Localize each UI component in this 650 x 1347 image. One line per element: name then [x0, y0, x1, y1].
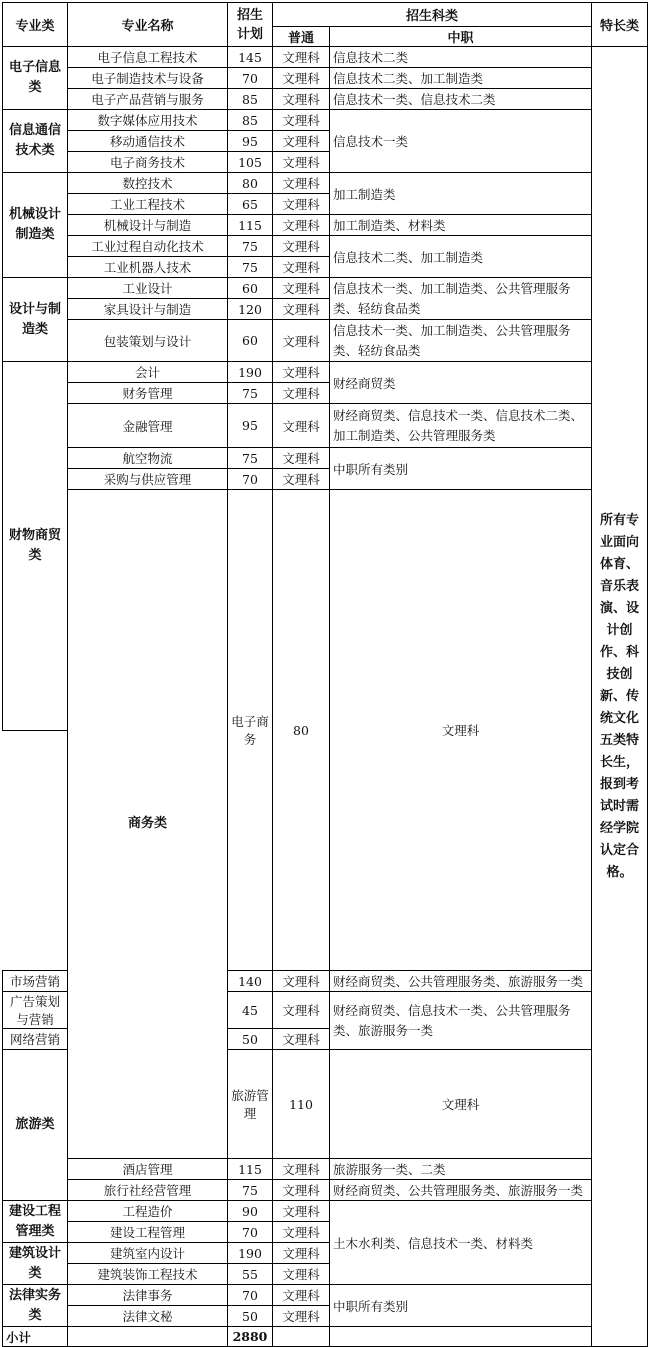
major-name: 数控技术 [68, 173, 228, 194]
total-label: 小计 [3, 1327, 68, 1347]
major-plan: 45 [228, 992, 273, 1029]
header-plan-line2: 计划 [236, 26, 263, 42]
major-name: 机械设计与制造 [68, 215, 228, 236]
major-plan: 75 [228, 236, 273, 257]
major-plan: 60 [228, 320, 273, 362]
vocational-cell: 信息技术二类、加工制造类 [330, 236, 592, 278]
major-plan: 60 [228, 278, 273, 299]
major-general: 文理科 [273, 152, 330, 173]
total-value: 2880 [228, 1327, 273, 1347]
total-empty [330, 1327, 592, 1347]
major-name: 家具设计与制造 [68, 299, 228, 320]
major-plan: 70 [228, 1285, 273, 1306]
major-plan: 110 [273, 1050, 330, 1159]
major-general: 文理科 [273, 1159, 330, 1180]
major-general: 文理科 [273, 131, 330, 152]
major-plan: 70 [228, 469, 273, 490]
major-plan: 140 [228, 971, 273, 992]
major-general: 文理科 [273, 362, 330, 383]
major-plan: 115 [228, 215, 273, 236]
major-general: 文理科 [273, 448, 330, 469]
major-name: 数字媒体应用技术 [68, 110, 228, 131]
major-plan: 65 [228, 194, 273, 215]
total-empty [273, 1327, 330, 1347]
major-general: 文理科 [273, 383, 330, 404]
major-name: 财务管理 [68, 383, 228, 404]
major-general: 文理科 [273, 299, 330, 320]
major-name: 移动通信技术 [68, 131, 228, 152]
major-general: 文理科 [273, 215, 330, 236]
major-general: 文理科 [273, 236, 330, 257]
major-general: 文理科 [273, 1264, 330, 1285]
major-plan: 190 [228, 1243, 273, 1264]
major-name: 广告策划与营销 [3, 992, 68, 1029]
header-major-name: 专业名称 [68, 3, 228, 47]
major-name: 建设工程管理 [68, 1222, 228, 1243]
major-plan: 50 [228, 1306, 273, 1327]
vocational-cell: 财经商贸类、信息技术一类、公共管理服务类、旅游服务一类 [330, 992, 592, 1050]
major-general: 文理科 [273, 68, 330, 89]
major-plan: 80 [228, 173, 273, 194]
vocational-cell: 中职所有类别 [330, 448, 592, 490]
major-name: 旅游管理 [228, 1050, 273, 1159]
major-name: 工业过程自动化技术 [68, 236, 228, 257]
category-cell: 建筑设计类 [3, 1243, 68, 1285]
major-general: 文理科 [273, 469, 330, 490]
major-name: 电子商务 [228, 490, 273, 971]
header-subject: 招生科类 [273, 3, 592, 27]
major-plan: 85 [228, 89, 273, 110]
vocational-cell: 信息技术一类、加工制造类、公共管理服务类、轻纺食品类 [330, 320, 592, 362]
major-general: 文理科 [273, 404, 330, 448]
vocational-cell: 信息技术二类 [330, 47, 592, 68]
major-plan: 85 [228, 110, 273, 131]
major-general: 文理科 [273, 320, 330, 362]
major-name: 工程造价 [68, 1201, 228, 1222]
major-name: 工业设计 [68, 278, 228, 299]
major-name: 电子商务技术 [68, 152, 228, 173]
major-name: 工业机器人技术 [68, 257, 228, 278]
vocational-cell: 财经商贸类、公共管理服务类、旅游服务一类 [330, 971, 592, 992]
major-general: 文理科 [273, 971, 330, 992]
category-cell: 机械设计制造类 [3, 173, 68, 278]
major-general: 文理科 [273, 1222, 330, 1243]
major-name: 电子制造技术与设备 [68, 68, 228, 89]
major-name: 电子产品营销与服务 [68, 89, 228, 110]
major-plan: 120 [228, 299, 273, 320]
major-name: 网络营销 [3, 1029, 68, 1050]
major-plan: 75 [228, 257, 273, 278]
major-plan: 190 [228, 362, 273, 383]
major-general: 文理科 [273, 1201, 330, 1222]
header-special: 特长类 [592, 3, 648, 47]
major-general: 文理科 [273, 110, 330, 131]
major-name: 金融管理 [68, 404, 228, 448]
category-cell: 电子信息类 [3, 47, 68, 110]
major-plan: 115 [228, 1159, 273, 1180]
category-cell: 商务类 [68, 490, 228, 1159]
major-general: 文理科 [273, 47, 330, 68]
major-name: 包装策划与设计 [68, 320, 228, 362]
major-name: 电子信息工程技术 [68, 47, 228, 68]
vocational-cell: 财经商贸类、信息技术一类、信息技术二类、加工制造类、公共管理服务类 [330, 404, 592, 448]
vocational-cell: 信息技术一类、加工制造类、公共管理服务类、轻纺食品类 [330, 278, 592, 320]
major-plan: 70 [228, 68, 273, 89]
vocational-cell: 旅游服务一类、二类 [330, 1159, 592, 1180]
header-plan-line1: 招生 [236, 7, 263, 23]
category-cell: 设计与制造类 [3, 278, 68, 362]
major-general: 文理科 [273, 1306, 330, 1327]
major-name: 采购与供应管理 [68, 469, 228, 490]
major-plan: 55 [228, 1264, 273, 1285]
major-plan: 75 [228, 448, 273, 469]
major-name: 建筑装饰工程技术 [68, 1264, 228, 1285]
major-general: 文理科 [273, 1180, 330, 1201]
major-plan: 75 [228, 1180, 273, 1201]
major-general: 文理科 [273, 278, 330, 299]
major-name: 市场营销 [3, 971, 68, 992]
major-name: 建筑室内设计 [68, 1243, 228, 1264]
major-plan: 80 [273, 490, 330, 971]
special-talent-note: 所有专业面向体育、音乐表演、设计创作、科技创新、传统文化五类特长生，报到考试时需经学院认定合格。 [592, 47, 648, 1347]
major-name: 法律文秘 [68, 1306, 228, 1327]
vocational-cell: 信息技术一类 [330, 110, 592, 173]
category-cell: 法律实务类 [3, 1285, 68, 1327]
major-plan: 50 [228, 1029, 273, 1050]
header-plan [228, 3, 273, 47]
total-empty [68, 1327, 228, 1347]
major-general: 文理科 [273, 1285, 330, 1306]
enrollment-plan-table [2, 2, 648, 1347]
major-general: 文理科 [273, 1029, 330, 1050]
major-general: 文理科 [273, 1243, 330, 1264]
major-name: 会计 [68, 362, 228, 383]
vocational-cell: 财经商贸类、公共管理服务类、旅游服务一类 [330, 1180, 592, 1201]
header-vocational: 中职 [330, 27, 592, 47]
major-name: 航空物流 [68, 448, 228, 469]
major-general: 文理科 [330, 1050, 592, 1159]
major-plan: 95 [228, 404, 273, 448]
vocational-cell: 信息技术二类、加工制造类 [330, 68, 592, 89]
header-general: 普通 [273, 27, 330, 47]
category-cell: 财物商贸类 [3, 362, 68, 731]
category-cell: 信息通信技术类 [3, 110, 68, 173]
vocational-cell: 土木水利类、信息技术一类、材料类 [330, 1201, 592, 1285]
major-general: 文理科 [330, 490, 592, 971]
major-plan: 90 [228, 1201, 273, 1222]
major-name: 酒店管理 [68, 1159, 228, 1180]
vocational-cell: 中职所有类别 [330, 1285, 592, 1327]
vocational-cell: 财经商贸类 [330, 362, 592, 404]
major-general: 文理科 [273, 194, 330, 215]
header-category: 专业类 [3, 3, 68, 47]
major-plan: 145 [228, 47, 273, 68]
major-name: 工业工程技术 [68, 194, 228, 215]
major-plan: 75 [228, 383, 273, 404]
major-name: 旅行社经营管理 [68, 1180, 228, 1201]
major-general: 文理科 [273, 992, 330, 1029]
vocational-cell: 信息技术一类、信息技术二类 [330, 89, 592, 110]
major-plan: 70 [228, 1222, 273, 1243]
major-plan: 95 [228, 131, 273, 152]
major-plan: 105 [228, 152, 273, 173]
category-cell: 旅游类 [3, 1050, 68, 1201]
major-general: 文理科 [273, 89, 330, 110]
category-cell: 建设工程管理类 [3, 1201, 68, 1243]
major-general: 文理科 [273, 257, 330, 278]
vocational-cell: 加工制造类 [330, 173, 592, 215]
major-general: 文理科 [273, 173, 330, 194]
vocational-cell: 加工制造类、材料类 [330, 215, 592, 236]
major-name: 法律事务 [68, 1285, 228, 1306]
